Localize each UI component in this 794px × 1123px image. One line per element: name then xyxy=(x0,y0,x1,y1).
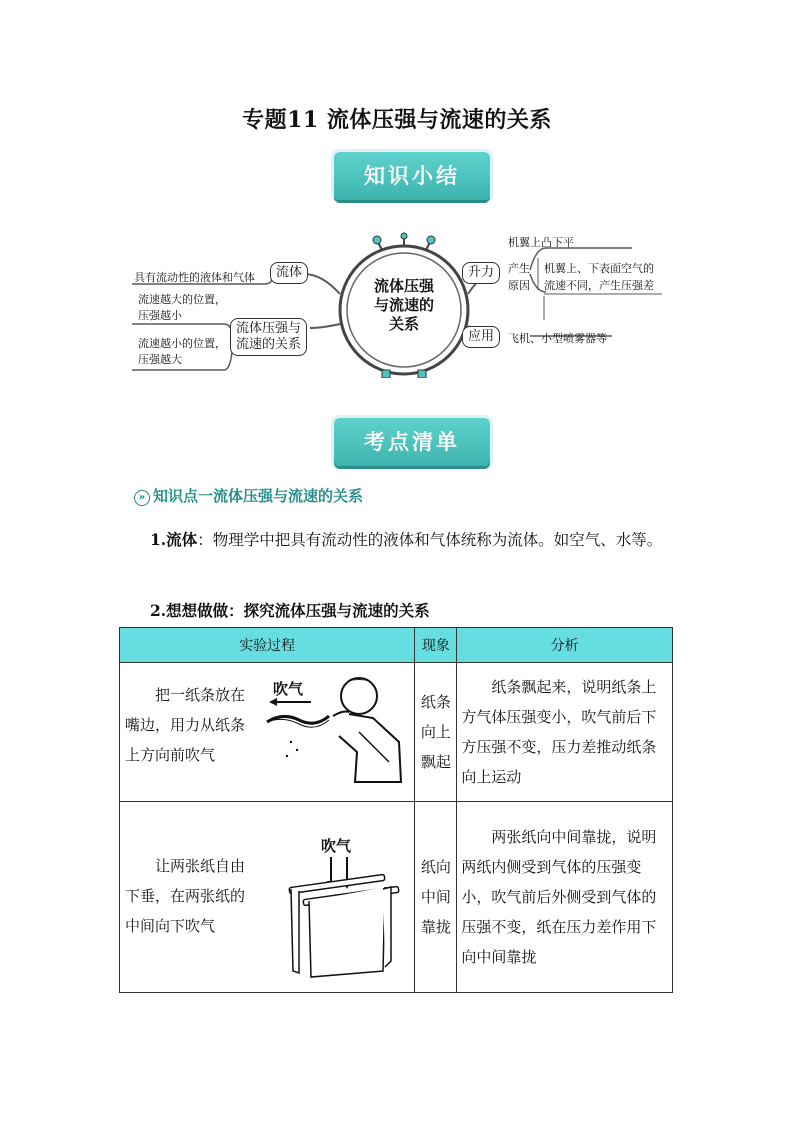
experiment-table xyxy=(119,627,673,993)
header-process: 实验过程 xyxy=(120,628,415,663)
blow-label: 吹气 xyxy=(321,837,352,855)
analysis-cell: 两张纸向中间靠拢，说明两纸内侧受到气体的压强变小，吹气前后外侧受到气体的压强不变，纸在压力差作用下向中间靠拢 xyxy=(457,802,673,993)
table-header-row xyxy=(120,628,673,663)
mind-map xyxy=(132,232,672,378)
application-text: 飞机、小型喷雾器等 xyxy=(508,332,607,345)
application-node: 应用 xyxy=(462,326,500,348)
process-cell xyxy=(120,802,415,993)
wing-shape-text: 机翼上凸下平 xyxy=(508,236,574,249)
two-hanging-papers-illustration xyxy=(273,821,413,981)
cause-label: 产生 原因 xyxy=(508,262,530,292)
analysis-cell: 纸条飘起来，说明纸条上方气体压强变小，吹气前后下方压强不变，压力差推动纸条向上运动 xyxy=(457,663,673,802)
lift-node: 升力 xyxy=(462,262,500,284)
fluid-definition: 具有流动性的液体和气体 xyxy=(134,271,255,284)
table-row xyxy=(120,802,673,993)
fast-flow-text: 流速越大的位置， 压强越小 xyxy=(138,293,226,322)
table-row xyxy=(120,663,673,802)
header-analysis: 分析 xyxy=(457,628,673,663)
header-phenomenon: 现象 xyxy=(415,628,457,663)
phenomenon-cell: 纸向 中间 靠拢 xyxy=(415,802,457,993)
blow-label: 吹气 xyxy=(273,680,304,698)
fluid-node: 流体 xyxy=(270,262,308,284)
center-topic: 流体压强 与流速的 关系 xyxy=(373,277,434,333)
activity-heading: 2.想想做做：探究流体压强与流速的关系 xyxy=(150,601,430,620)
slow-flow-text: 流速越小的位置， 压强越大 xyxy=(138,337,226,366)
blowing-paper-strip-illustration xyxy=(263,672,413,792)
process-cell xyxy=(120,663,415,802)
page-title: 专题11 流体压强与流速的关系 xyxy=(242,107,552,133)
phenomenon-cell: 纸条 向上 飘起 xyxy=(415,663,457,802)
process-text: 把一纸条放在嘴边，用力从纸条上方向前吹气 xyxy=(125,686,246,764)
fluid-definition-paragraph: 1.流体：物理学中把具有流动性的液体和气体统称为流体。如空气、水等。 xyxy=(150,530,663,549)
section-heading: » 知识点一流体压强与流速的关系 xyxy=(134,485,363,506)
process-text: 让两张纸自由下垂，在两张纸的中间向下吹气 xyxy=(125,857,246,935)
checklist-banner: 考点清单 xyxy=(334,418,490,466)
double-chevron-icon: » xyxy=(134,490,150,506)
summary-banner: 知识小结 xyxy=(334,152,490,200)
cause-text: 机翼上、下表面空气的 流速不同，产生压强差 xyxy=(544,262,654,292)
relation-node: 流体压强与 流速的关系 xyxy=(230,318,307,356)
